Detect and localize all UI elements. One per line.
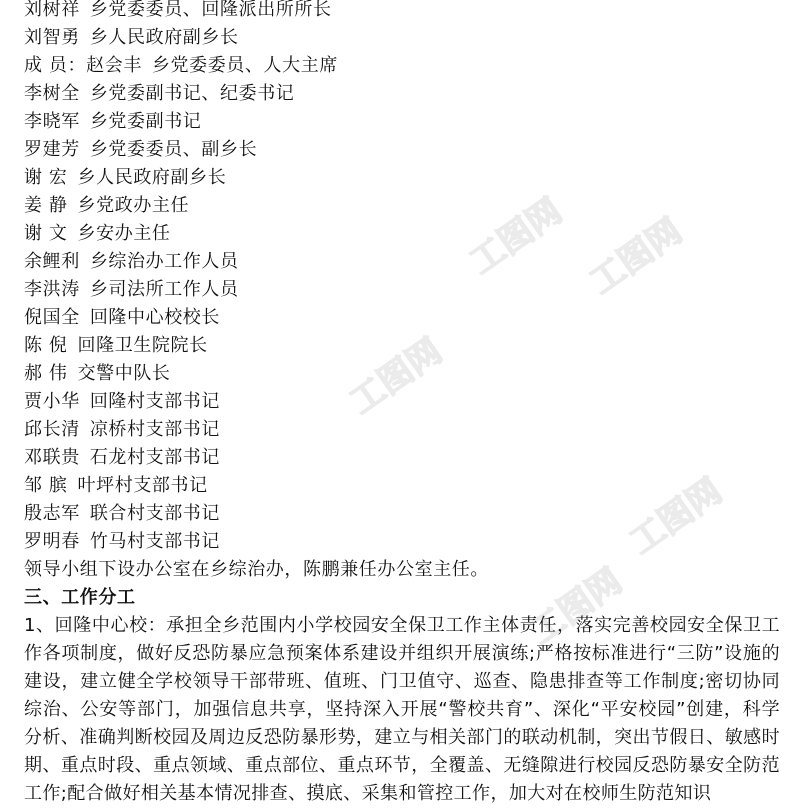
office-note: 领导小组下设办公室在乡综治办，陈鹏兼任办公室主任。 [24, 559, 489, 580]
member-name: 罗建芳 [24, 139, 80, 160]
member-row [24, 220, 171, 248]
watermark-logo [588, 435, 762, 595]
member-name: 邹 膑 [24, 475, 68, 496]
member-name: 谢 文 [24, 223, 68, 244]
member-role: 回隆卫生院院长 [77, 335, 208, 356]
member-role: 乡人民政府副乡长 [77, 167, 227, 188]
member-role: 回隆中心校校长 [89, 307, 221, 328]
member-name: 余鲤利 [24, 251, 80, 272]
watermark-logo [308, 295, 482, 455]
member-row [24, 332, 208, 360]
member-name: 李洪涛 [24, 279, 80, 300]
member-name: 陈 倪 [24, 335, 68, 356]
member-row [24, 192, 189, 220]
member-name: 罗明春 [24, 531, 80, 552]
member-name: 刘树祥 [24, 0, 80, 20]
member-name: 刘智勇 [24, 27, 80, 48]
member-row [24, 416, 220, 444]
member-role: 乡党委委员、回隆派出所所长 [89, 0, 332, 20]
member-name: 郝 伟 [24, 363, 68, 384]
member-row [24, 472, 208, 500]
section-paragraph: 1、回隆中心校：承担全乡范围内小学校园安全保卫工作主体责任，落实完善校园安全保卫工作各项制度，做好反恐防暴应急预案体系建设并组织开展演练;严格按标准进行“三防”设施的建设，建立健全学校领导干部带班、值班、门卫值守、巡查、隐患排查等工作制度;密切协同综治、公安等部门，加强信息共享，坚持深入开展“警校共育”、深化“平安校园”创建，科学分析、准确判断校园及周边反恐防暴形势，建立与相关部门的联动机制，突出节假日、敏感时期、重点时段、重点领域、重点部位、重点环节，全覆盖、无缝隙进行校园反恐防暴安全防范工作;配合做好相关基本情况排查、摸底、采集和管控工作，加大对在校师生防范知识 [24, 615, 780, 804]
member-name: 邓联贵 [24, 447, 80, 468]
section-heading: 三、工作分工 [24, 587, 136, 608]
member-name: 李晓军 [24, 111, 80, 132]
member-name: 贾小华 [24, 391, 80, 412]
member-name: 殷志军 [24, 503, 80, 524]
member-name: 李树全 [24, 83, 80, 104]
watermark-logo [548, 175, 722, 335]
member-row [24, 24, 239, 52]
member-row [24, 248, 239, 276]
member-row [24, 388, 220, 416]
member-role: 凉桥村支部书记 [89, 419, 221, 440]
member-role: 交警中队长 [77, 363, 171, 384]
member-role: 乡安办主任 [77, 223, 171, 244]
member-name: 谢 宏 [24, 167, 68, 188]
svg-text:工图网: 工图网 [522, 561, 630, 653]
member-role: 回隆村支部书记 [89, 391, 221, 412]
member-role: 乡党政办主任 [77, 195, 190, 216]
member-role: 叶坪村支部书记 [77, 475, 208, 496]
member-role: 乡党委委员、副乡长 [89, 139, 258, 160]
member-role: 乡党委副书记、纪委书记 [89, 83, 295, 104]
svg-text:工图网: 工图网 [582, 211, 690, 303]
member-row [24, 304, 220, 332]
member-name: 倪国全 [24, 307, 80, 328]
member-role: 石龙村支部书记 [89, 447, 221, 468]
member-row [24, 528, 220, 556]
member-role: 乡综治办工作人员 [89, 251, 239, 272]
watermark-logo [428, 155, 602, 315]
member-row [24, 360, 171, 388]
member-name: 成 员：赵会丰 [24, 55, 142, 76]
svg-text:工图网: 工图网 [622, 471, 730, 563]
member-row [24, 108, 201, 136]
member-name: 邱长清 [24, 419, 80, 440]
member-row [24, 136, 257, 164]
member-role: 竹马村支部书记 [89, 531, 221, 552]
member-role: 乡司法所工作人员 [89, 279, 239, 300]
member-row [24, 276, 239, 304]
member-role: 乡党委委员、人大主席 [151, 55, 338, 76]
member-role: 联合村支部书记 [89, 503, 221, 524]
member-row [24, 444, 220, 472]
member-role: 乡党委副书记 [89, 111, 202, 132]
member-row [24, 500, 220, 528]
member-name: 姜 静 [24, 195, 68, 216]
member-row [24, 0, 332, 24]
svg-text:工图网: 工图网 [462, 191, 570, 283]
svg-text:工图网: 工图网 [342, 331, 450, 423]
member-row [24, 80, 294, 108]
member-row [24, 52, 338, 80]
member-role: 乡人民政府副乡长 [89, 27, 239, 48]
member-row [24, 164, 226, 192]
